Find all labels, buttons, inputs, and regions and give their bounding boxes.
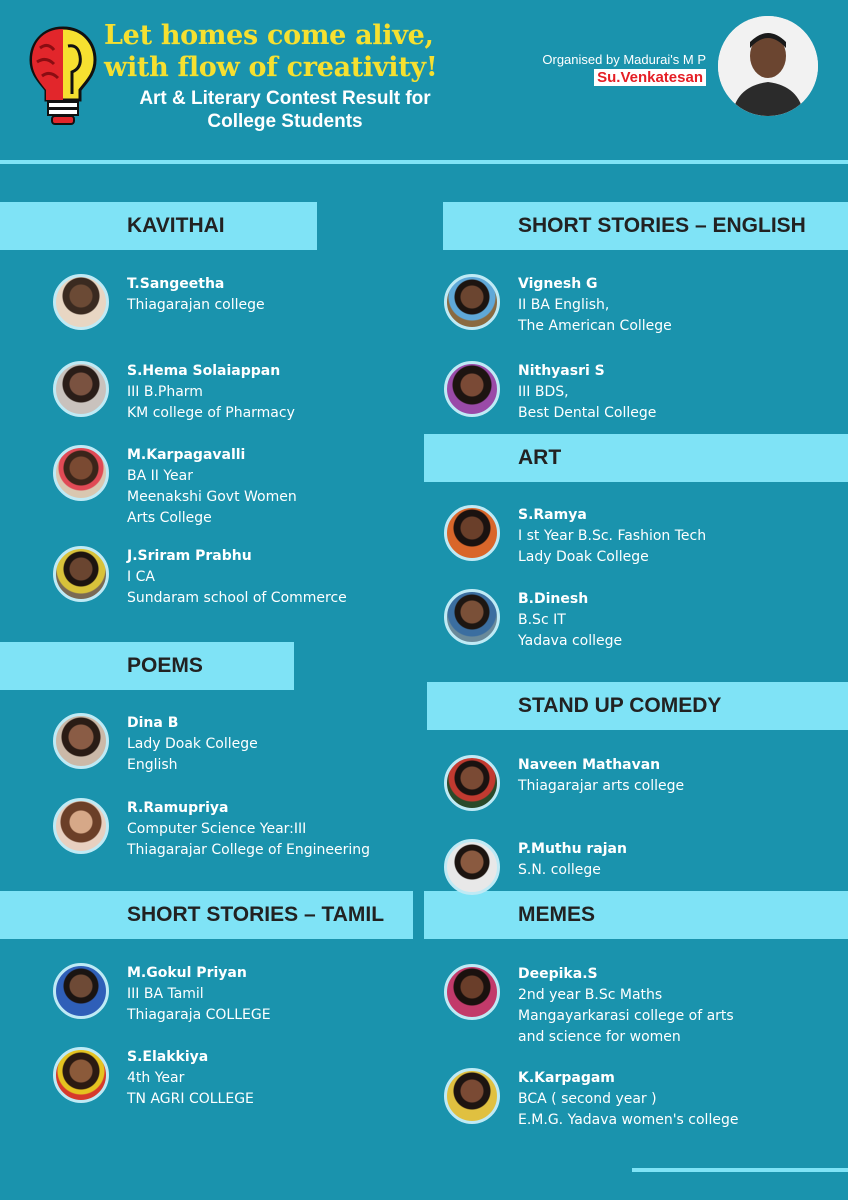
- winner-detail: Thiagarajar arts college: [518, 778, 685, 794]
- winner-detail: English: [127, 757, 178, 773]
- winner-detail: I st Year B.Sc. Fashion Tech: [518, 528, 707, 544]
- winner-detail: KM college of Pharmacy: [127, 405, 295, 421]
- winner-detail: III BDS,: [518, 384, 569, 400]
- avatar: [444, 589, 500, 645]
- winner-detail: TN AGRI COLLEGE: [127, 1091, 254, 1107]
- header-divider: [0, 160, 848, 164]
- organiser-photo: [718, 16, 818, 116]
- subtitle-line-2: College Students: [207, 111, 363, 132]
- section-title-short-stories-english: SHORT STORIES – ENGLISH: [443, 202, 848, 250]
- avatar: [53, 546, 109, 602]
- section-title-short-stories-tamil: SHORT STORIES – TAMIL: [0, 891, 413, 939]
- organiser-text: Organised by Madurai's M P: [542, 52, 706, 67]
- winner-detail: Mangayarkarasi college of arts: [518, 1008, 734, 1024]
- avatar: [444, 964, 500, 1020]
- winner-name: M.Karpagavalli: [127, 447, 246, 463]
- winner-name: S.Hema Solaiappan: [127, 363, 281, 379]
- brain-lightbulb-icon: [28, 24, 98, 128]
- entry-info: [127, 1047, 254, 1110]
- winner-name: S.Elakkiya: [127, 1049, 209, 1065]
- section-title-memes: MEMES: [424, 891, 848, 939]
- winner-detail: Thiagarajar College of Engineering: [127, 842, 370, 858]
- avatar: [53, 445, 109, 501]
- entry-info: [518, 755, 684, 797]
- section-title-art: ART: [424, 434, 848, 482]
- winner-detail: III B.Pharm: [127, 384, 203, 400]
- winner-detail: III BA Tamil: [127, 986, 204, 1002]
- winner-detail: B.Sc IT: [518, 612, 566, 628]
- avatar: [444, 505, 500, 561]
- entry-info: [127, 963, 271, 1026]
- section-title-kavithai: KAVITHAI: [0, 202, 317, 250]
- entry-info: [127, 798, 370, 861]
- winner-detail: BCA ( second year ): [518, 1091, 657, 1107]
- winner-detail: Best Dental College: [518, 405, 657, 421]
- entry-info: [518, 505, 706, 568]
- entry-info: [127, 361, 295, 424]
- avatar: [444, 361, 500, 417]
- winner-name: Nithyasri S: [518, 363, 605, 379]
- avatar: [444, 274, 500, 330]
- winner-detail: I CA: [127, 569, 155, 585]
- winner-detail: and science for women: [518, 1029, 681, 1045]
- winner-detail: BA II Year: [127, 468, 193, 484]
- avatar: [444, 839, 500, 895]
- footer-divider: [632, 1168, 848, 1172]
- entry-info: [127, 445, 297, 529]
- entry-info: [127, 274, 265, 316]
- entry-info: [127, 713, 258, 776]
- winner-detail: Yadava college: [518, 633, 623, 649]
- organiser-block: [542, 52, 706, 86]
- subtitle-line-1: Art & Literary Contest Result for: [139, 88, 431, 109]
- winner-name: R.Ramupriya: [127, 800, 229, 816]
- title-line-2: with flow of creativity!: [104, 52, 438, 83]
- entry-info: [518, 964, 734, 1048]
- header-title-block: [104, 20, 484, 133]
- winner-detail: Meenakshi Govt Women: [127, 489, 297, 505]
- entry-info: [518, 361, 656, 424]
- avatar: [444, 1068, 500, 1124]
- header: [0, 0, 848, 160]
- winner-detail: Computer Science Year:III: [127, 821, 307, 837]
- organiser-name: Su.Venkatesan: [594, 69, 706, 86]
- winner-name: K.Karpagam: [518, 1070, 615, 1086]
- winner-name: B.Dinesh: [518, 591, 589, 607]
- winner-detail: Thiagaraja COLLEGE: [127, 1007, 271, 1023]
- winner-detail: 2nd year B.Sc Maths: [518, 987, 663, 1003]
- avatar: [53, 963, 109, 1019]
- winner-detail: E.M.G. Yadava women's college: [518, 1112, 739, 1128]
- entry-info: [518, 1068, 738, 1131]
- avatar: [53, 798, 109, 854]
- title-line-1: Let homes come alive,: [104, 20, 434, 51]
- subtitle: [104, 87, 466, 133]
- entry-info: [518, 274, 672, 337]
- winner-detail: Arts College: [127, 510, 212, 526]
- winner-name: J.Sriram Prabhu: [127, 548, 252, 564]
- winner-detail: Lady Doak College: [127, 736, 258, 752]
- winner-detail: Lady Doak College: [518, 549, 649, 565]
- person-photo-icon: [718, 16, 818, 116]
- winner-detail: The American College: [518, 318, 672, 334]
- winner-name: Vignesh G: [518, 276, 598, 292]
- entry-info: [127, 546, 347, 609]
- section-title-stand-up-comedy: STAND UP COMEDY: [427, 682, 848, 730]
- winner-name: T.Sangeetha: [127, 276, 225, 292]
- winner-name: Deepika.S: [518, 966, 598, 982]
- avatar: [444, 755, 500, 811]
- winner-name: P.Muthu rajan: [518, 841, 627, 857]
- entry-info: [518, 589, 622, 652]
- entry-info: [518, 839, 627, 881]
- winner-name: Naveen Mathavan: [518, 757, 661, 773]
- avatar: [53, 274, 109, 330]
- avatar: [53, 361, 109, 417]
- winner-detail: 4th Year: [127, 1070, 185, 1086]
- winner-detail: Sundaram school of Commerce: [127, 590, 347, 606]
- winner-name: M.Gokul Priyan: [127, 965, 247, 981]
- winner-detail: II BA English,: [518, 297, 610, 313]
- winner-detail: Thiagarajan college: [127, 297, 265, 313]
- winner-name: S.Ramya: [518, 507, 587, 523]
- section-title-poems: POEMS: [0, 642, 294, 690]
- winner-name: Dina B: [127, 715, 179, 731]
- winner-detail: S.N. college: [518, 862, 601, 878]
- avatar: [53, 713, 109, 769]
- avatar: [53, 1047, 109, 1103]
